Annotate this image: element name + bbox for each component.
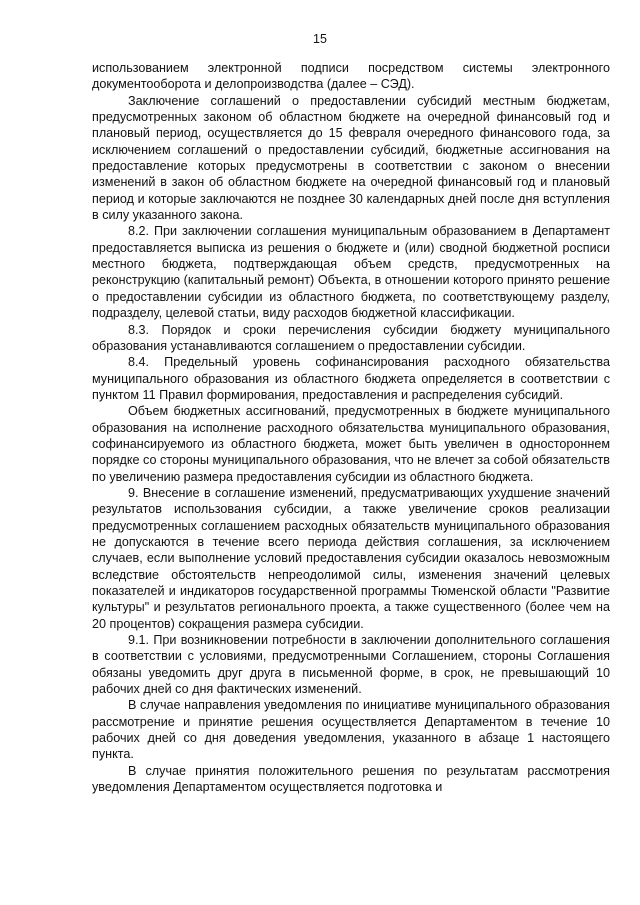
paragraph-continuation: использованием электронной подписи посредством системы электронного документооборота и делопроизводства (далее – СЭД). bbox=[92, 61, 610, 92]
paragraph-budget-allocations: Объем бюджетных ассигнований, предусмотренных в бюджете муниципального образования на исполнение расходного обязательства муниципального образования, софинансируемого из областного бюджета, может быть увеличен в одностороннем порядке со стороны муниципального образования, что не влечет за собой обязательств по увеличению размера предоставления субсидии из областного бюджета. bbox=[92, 404, 610, 484]
paragraph-8-2: 8.2. При заключении соглашения муниципальным образованием в Департамент предоставляется выписка из решения о бюджете и (или) сводной бюджетной росписи местного бюджета, подтверждающая объем средств, предусмотренных на реконструкцию (капитальный ремонт) Объекта, в отношении которого принято решение о предоставлении субсидии из областного бюджета, по соответствующему разделу, подразделу, целевой статьи, виду расходов бюджетной классификации. bbox=[92, 224, 610, 321]
paragraph-agreement-deadline: Заключение соглашений о предоставлении субсидий местным бюджетам, предусмотренных законом об областном бюджете на очередной финансовый год и плановый период, осуществляется до 15 февраля очередного финансового года, за исключением соглашений о предоставлении субсидий, бюджетные ассигнования на предоставление которых предусмотрены в соответствии с законом о внесении изменений в закон об областном бюджете на очередной финансовый год и плановый период и которые заключаются не позднее 30 календарных дней после дня вступления в силу указанного закона. bbox=[92, 93, 610, 223]
paragraph-notification-review: В случае направления уведомления по инициативе муниципального образования рассмотрение и принятие решения осуществляется Департаментом в течение 10 рабочих дней со дня доведения уведомления, указанного в абзаце 1 настоящего пункта. bbox=[92, 698, 610, 762]
paragraph-positive-decision: В случае принятия положительного решения по результатам рассмотрения уведомления Департаментом осуществляется подготовка и bbox=[92, 763, 610, 795]
paragraph-9: 9. Внесение в соглашение изменений, предусматривающих ухудшение значений результатов использования субсидии, а также увеличение сроков реализации предусмотренных соглашением расходных обязательств муниципального образования не допускаются в течение всего периода действия соглашения, за исключением случаев, если выполнение условий предоставления субсидии оказалось невозможным вследствие обстоятельств непреодолимой силы, изменения значений целевых показателей и индикаторов государственной программы Тюменской области "Развитие культуры" и результатов регионального проекта, а также существенного (более чем на 20 процентов) сокращения размера субсидии. bbox=[92, 485, 610, 631]
document-body bbox=[92, 60, 610, 795]
paragraph-9-1: 9.1. При возникновении потребности в заключении дополнительного соглашения в соответствии с условиями, предусмотренными Соглашением, стороны Соглашения обязаны уведомить друг друга в письменной форме, в срок, не превышающий 10 рабочих дней со дня фактических изменений. bbox=[92, 633, 610, 697]
page-number: 15 bbox=[313, 32, 327, 46]
paragraph-8-4: 8.4. Предельный уровень софинансирования расходного обязательства муниципального образования из областного бюджета определяется в соответствии с пунктом 11 Правил формирования, предоставления и распределения субсидий. bbox=[92, 355, 610, 402]
paragraph-8-3: 8.3. Порядок и сроки перечисления субсидии бюджету муниципального образования устанавливаются соглашением о предоставлении субсидии. bbox=[92, 322, 610, 353]
